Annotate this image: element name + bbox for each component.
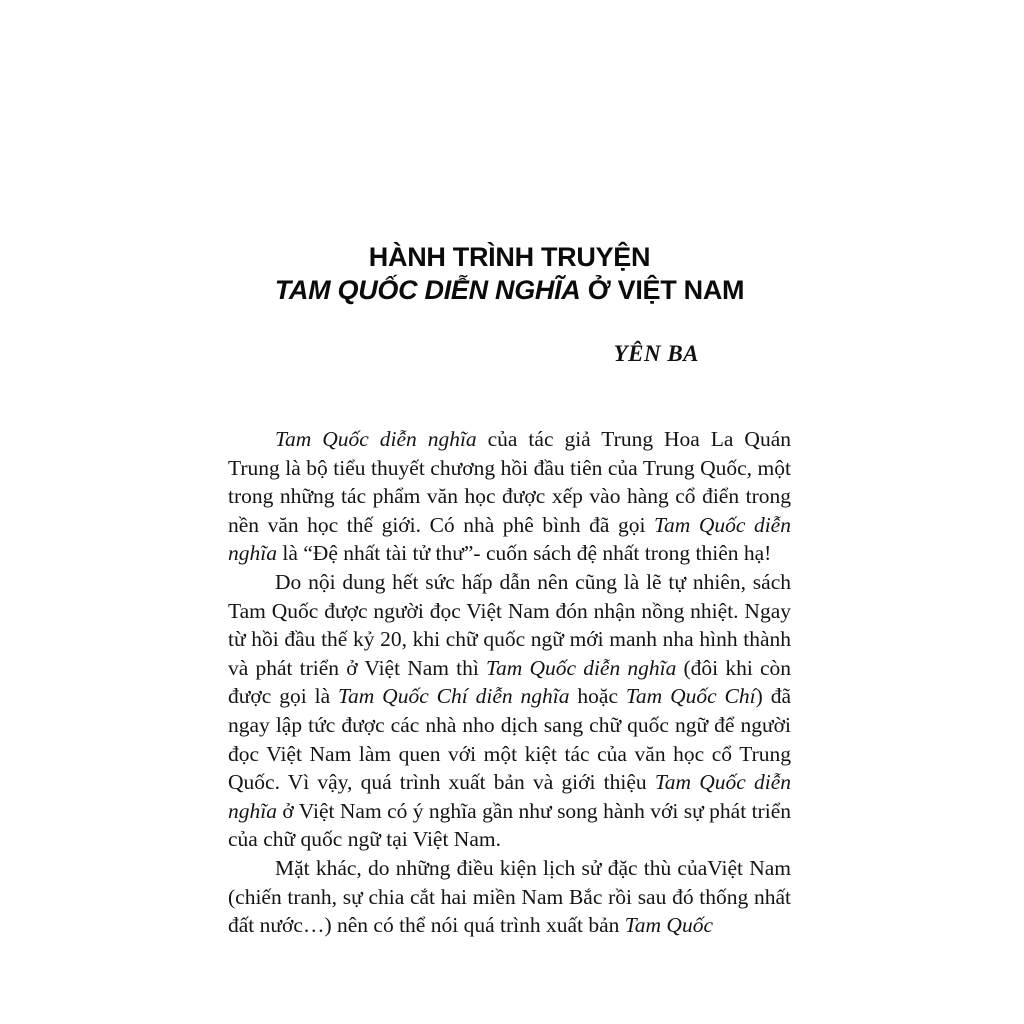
page-content xyxy=(228,241,791,940)
book-title-phrase: Tam Quốc diễn nghĩa xyxy=(228,512,791,566)
text-segment: ở Việt Nam có ý nghĩa gần như song hành với sự phát triển của chữ quốc ngữ tại Việt Nam. xyxy=(228,798,791,852)
book-title-phrase: Tam Quốc diễn nghĩa xyxy=(486,655,677,680)
book-title-phrase: Tam Quốc Chí xyxy=(625,684,756,709)
text-segment: ) đã ngay lập tức được các nhà nho dịch sang chữ quốc ngữ để người đọc Việt Nam làm quen với một kiệt tác của văn học cổ Trung Quốc. Vì vậy, quá trình xuất bản và giới thiệu xyxy=(228,684,791,795)
page-title xyxy=(228,241,791,307)
text-segment: Do nội dung hết sức hấp dẫn nên cũng là lẽ tự nhiên, sách Tam Quốc được người đọc Việt Nam đón nhận nồng nhiệt. Ngay từ hồi đầu thế kỷ 20, khi chữ quốc ngữ mới manh nha hình thành và phát triển ở Việt Nam thì xyxy=(228,569,791,680)
book-title-phrase: Tam Quốc xyxy=(624,913,713,938)
body-text xyxy=(228,425,791,940)
book-title-phrase: Tam Quốc diễn nghĩa xyxy=(228,770,791,823)
text-segment: hoặc xyxy=(569,684,626,709)
page-title-line1: HÀNH TRÌNH TRUYỆN xyxy=(368,242,651,272)
book-title-phrase: Tam Quốc diễn nghĩa xyxy=(275,427,477,451)
page-title-line2-italic: TAM QUỐC DIỄN NGHĨA xyxy=(274,275,581,305)
paragraph xyxy=(228,854,791,940)
text-segment: (đôi khi còn được gọi là xyxy=(228,655,791,709)
author-name: YÊN BA xyxy=(613,341,699,366)
paragraph xyxy=(228,568,791,854)
paragraph xyxy=(228,425,791,568)
page-title-line2 xyxy=(228,274,791,307)
page-title-line2-regular: Ở VIỆT NAM xyxy=(580,275,745,305)
text-segment: Mặt khác, do những điều kiện lịch sử đặc thù củaViệt Nam (chiến tranh, sự chia cắt hai miền Nam Bắc rồi sau đó thống nhất đất nước…) nên có thể nói quá trình xuất bản xyxy=(228,855,791,938)
book-title-phrase: Tam Quốc Chí diễn nghĩa xyxy=(338,684,570,709)
text-segment: là “Đệ nhất tài tử thư”- cuốn sách đệ nhất trong thiên hạ! xyxy=(276,541,772,566)
text-segment: của tác giả Trung Hoa La Quán Trung là bộ tiểu thuyết chương hồi đầu tiên của Trung Quốc, một trong những tác phẩm văn học được xếp vào hàng cổ điển trong nền văn học thế giới. Có nhà phê bình đã gọi xyxy=(228,427,791,537)
